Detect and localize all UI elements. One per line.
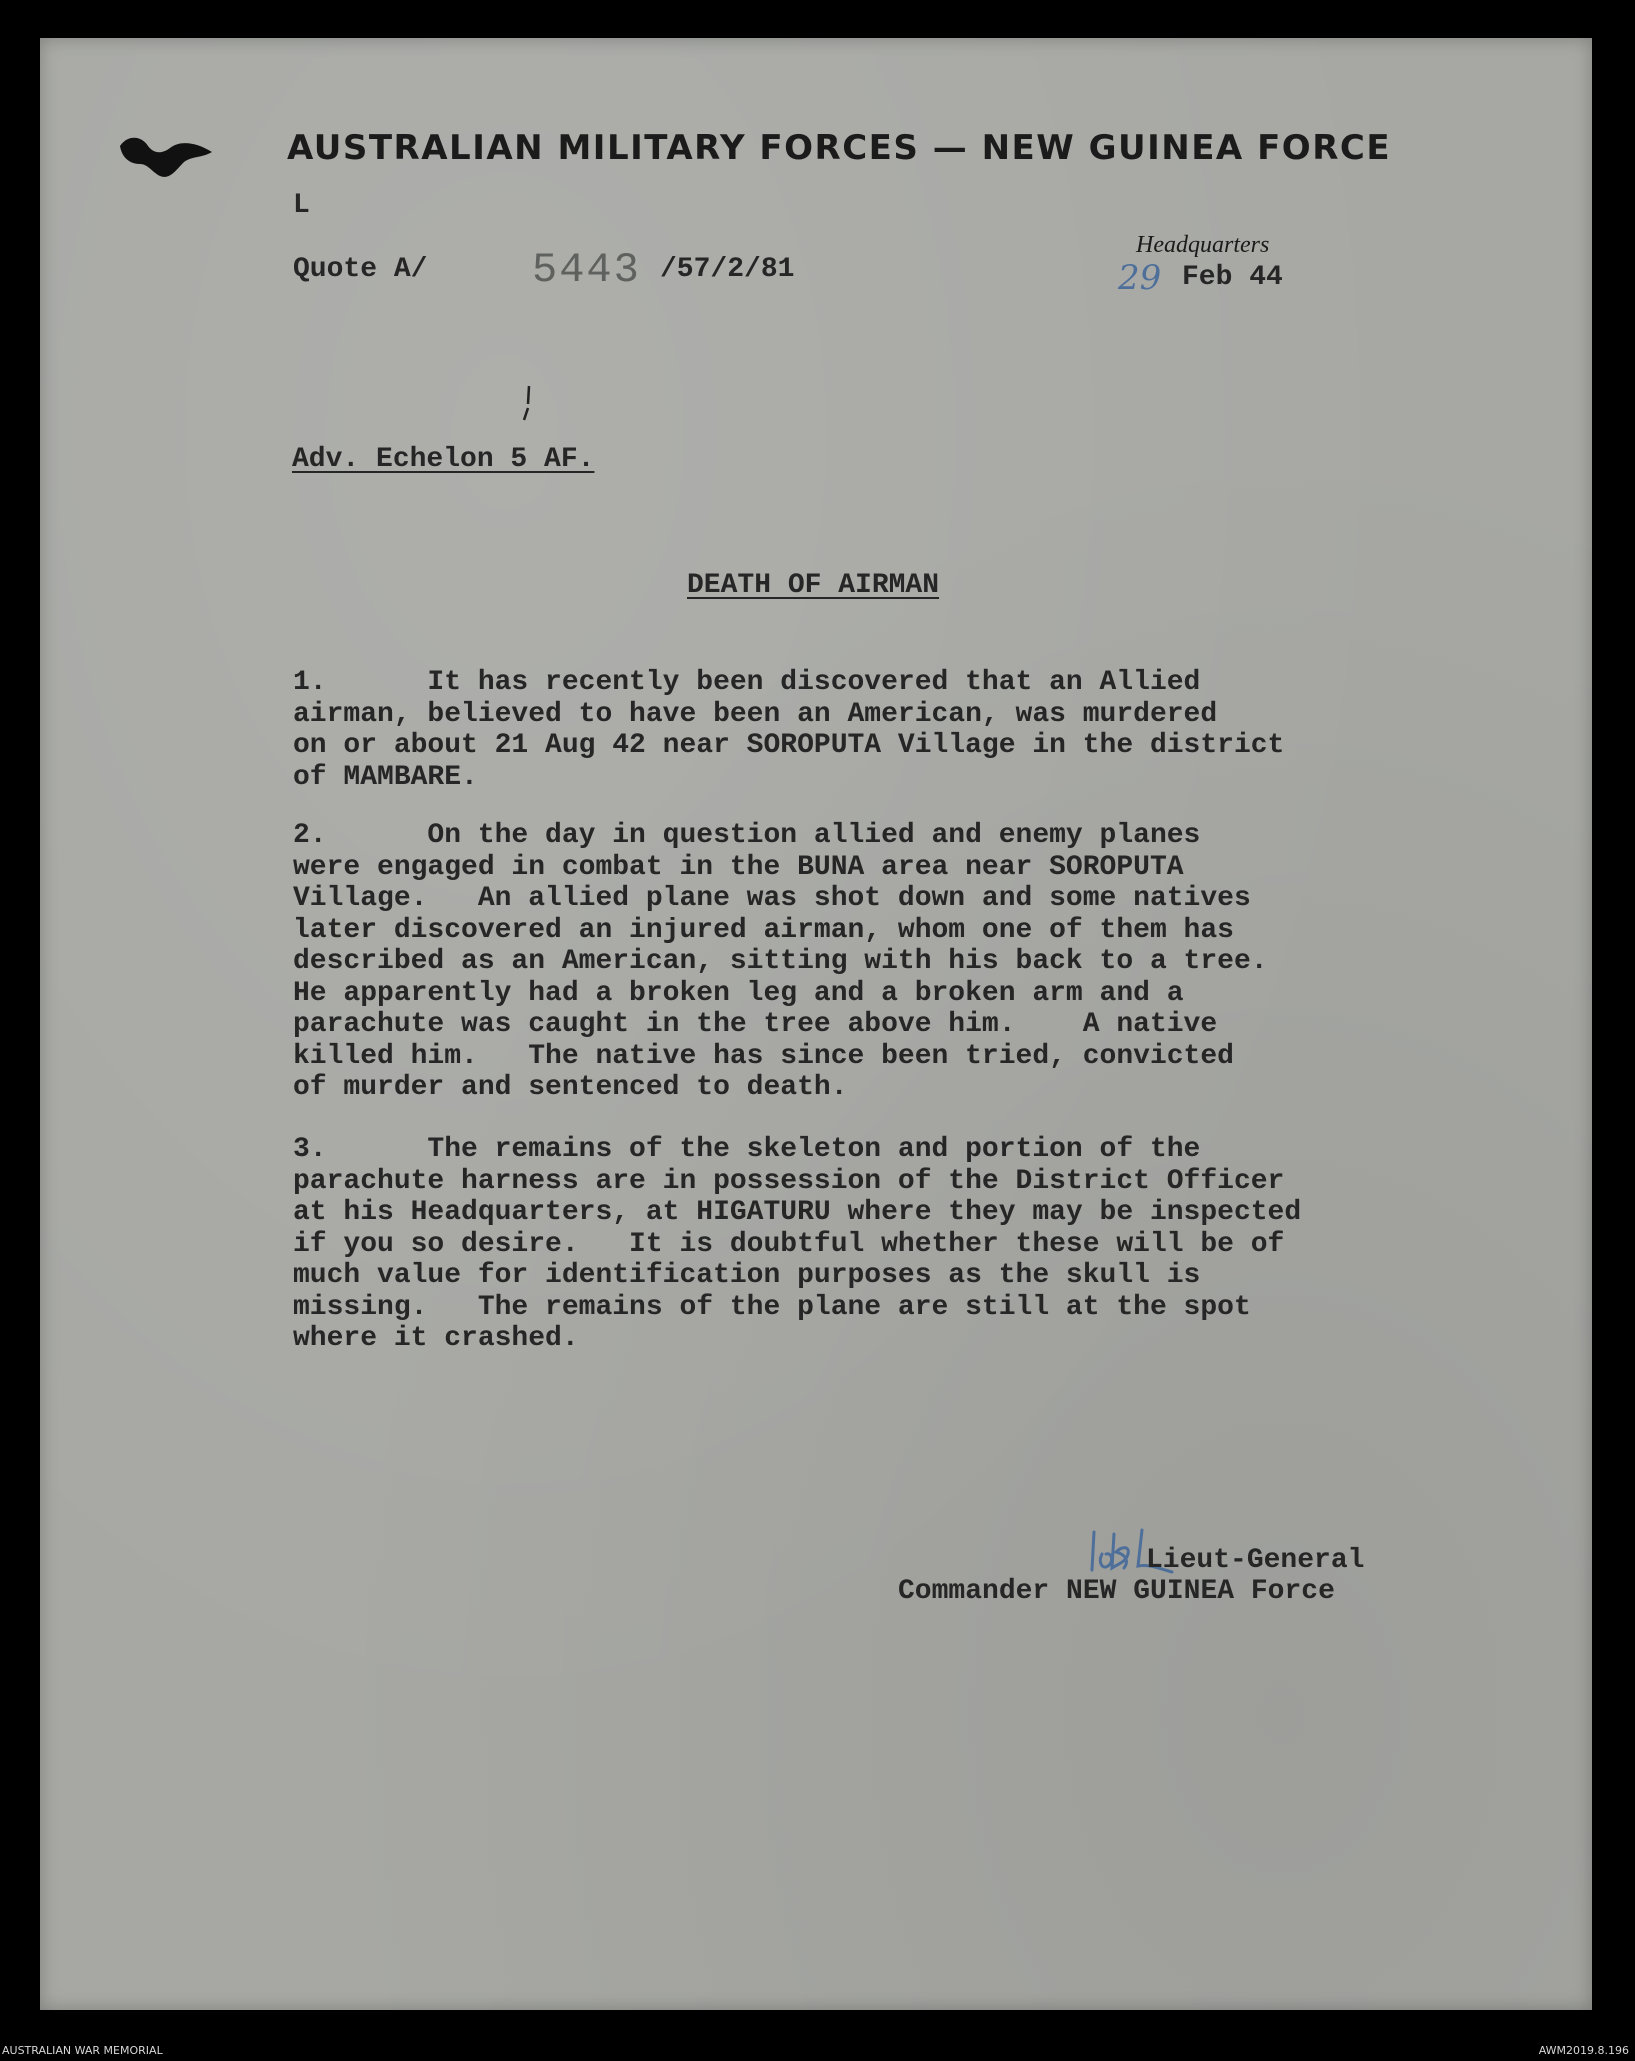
quote-number-stamp: 5443 [532, 246, 641, 294]
quote-suffix: /57/2/81 [660, 254, 795, 285]
headquarters-label: Headquarters [1136, 232, 1270, 258]
paragraph-1: 1. It has recently been discovered that an Allied airman, believed to have been an American, was murdered on or about 21 Aug 42 near SOROPUTA Village in the district of MAMBARE. [293, 667, 1285, 793]
archive-accession-number: AWM2019.8.196 [1538, 2044, 1629, 2057]
letterhead-title: AUSTRALIAN MILITARY FORCES — NEW GUINEA FORCE [287, 128, 1392, 168]
paragraph-3: 3. The remains of the skeleton and portion of the parachute harness are in possession of the District Officer at his Headquarters, at HIGATURU where they may be inspected if you so desire. It is doubtful whether these will be of much value for identification purposes as the skull is missing. The remains of the plane are still at the spot where it crashed. [293, 1134, 1302, 1354]
quote-label: Quote A/ [293, 254, 428, 285]
subject-heading: DEATH OF AIRMAN [687, 570, 940, 601]
pencil-mark [520, 384, 534, 424]
torn-corner-mark [118, 132, 214, 182]
paragraph-2: 2. On the day in question allied and enemy planes were engaged in combat in the BUNA area near SOROPUTA Village. An allied plane was shot down and some natives later discovered an injured airman, whom one of them has described as an American, sitting with his back to a tree. He apparently had a broken leg and a broken arm and a parachute was caught in the tree above him. A native killed him. The native has since been tried, convicted of murder and sentenced to death. [293, 820, 1268, 1103]
recipient-line: Adv. Echelon 5 AF. [292, 444, 595, 475]
archive-credit: AUSTRALIAN WAR MEMORIAL [2, 2044, 163, 2057]
reference-initial: L [293, 190, 310, 221]
signatory-command: Commander NEW GUINEA Force [898, 1576, 1335, 1607]
signatory-rank: Lieut-General [1146, 1545, 1365, 1576]
date-day-handwritten: 29 [1118, 258, 1162, 298]
date-month-year: Feb 44 [1182, 262, 1283, 293]
